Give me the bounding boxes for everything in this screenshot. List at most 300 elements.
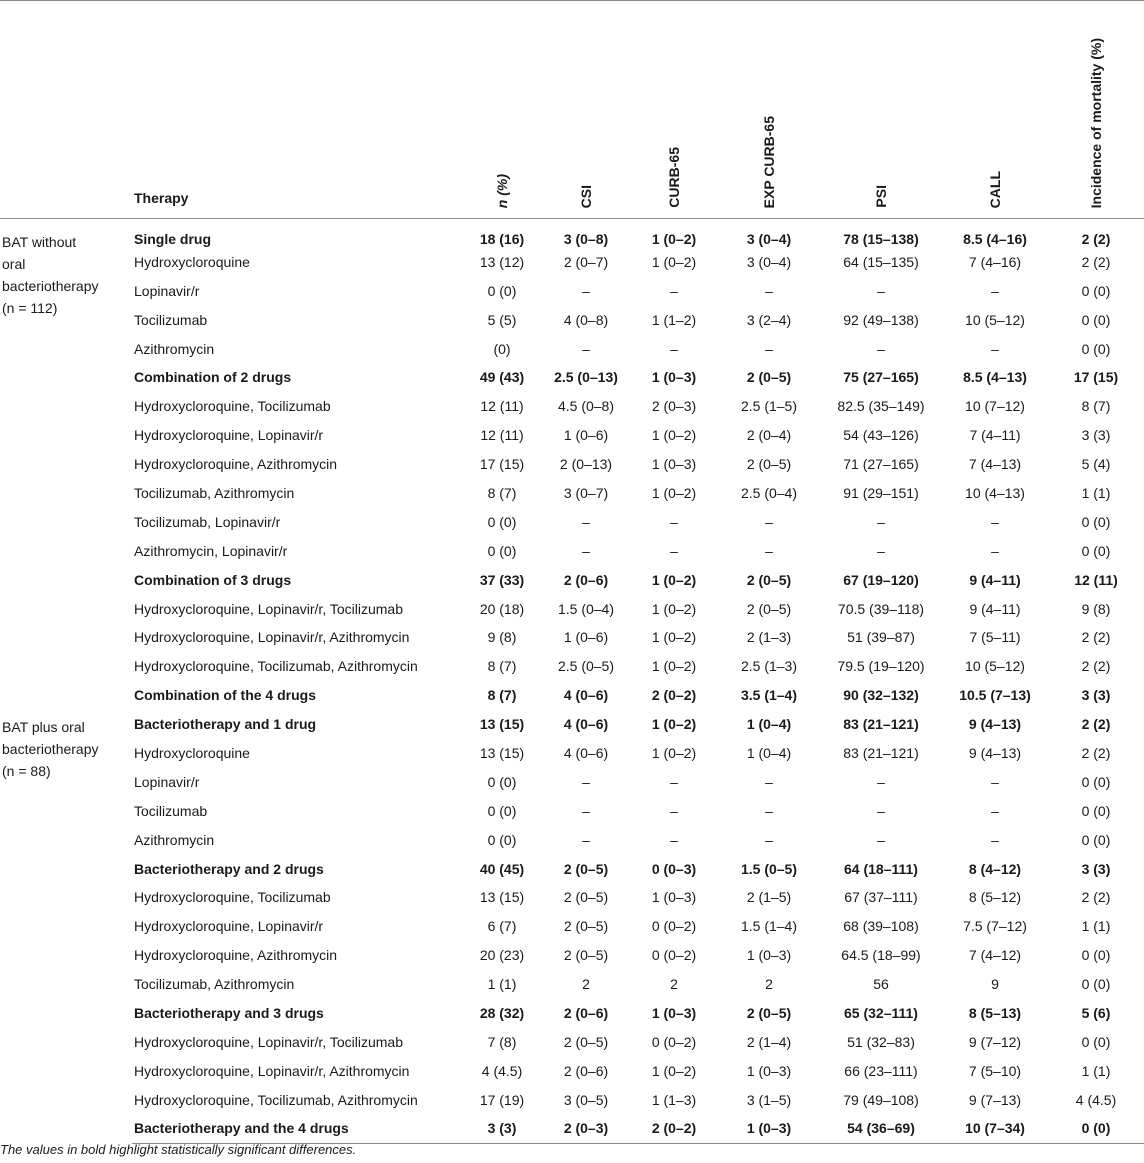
value-cell: – [582, 802, 590, 819]
value-cell: 8 (7) [1081, 398, 1111, 415]
value-cell: – [765, 831, 773, 848]
value-cell: 49 (43) [479, 369, 525, 386]
header-n [462, 1, 542, 219]
table-row [0, 392, 1144, 421]
therapy-cell: Combination of the 4 drugs [134, 687, 316, 704]
therapy-cell: Hydroxycloroquine, Tocilizumab [134, 889, 331, 906]
value-cell: 2 (0–5) [746, 1004, 792, 1021]
value-cell: 3 (3) [462, 1114, 542, 1143]
group-label-line: (n = 88) [2, 762, 51, 779]
value-cell: 0 (0–2) [651, 947, 697, 964]
value-cell: 2 (0–5) [746, 369, 792, 386]
table-body [0, 219, 1144, 1144]
value-cell: 2 [582, 976, 590, 993]
value-cell: 8 (7) [487, 484, 517, 501]
value-cell: 17 (15) [1073, 369, 1119, 386]
header-exp-curb65 [718, 1, 820, 219]
table-row [0, 1056, 1144, 1085]
value-cell: – [991, 831, 999, 848]
value-cell: – [877, 802, 885, 819]
value-cell: 2 (2) [1081, 658, 1111, 675]
therapy-cell: Hydroxycloroquine, Tocilizumab, Azithromycin [134, 658, 418, 675]
value-cell: 2 (0–5) [746, 600, 792, 617]
value-cell: 1 (0–3) [651, 369, 697, 386]
value-cell: 1 (0–3) [651, 889, 697, 906]
value-cell: 0 (0–2) [651, 918, 697, 935]
value-cell: – [877, 831, 885, 848]
value-cell: 3 (3) [1081, 860, 1111, 877]
value-cell: 4 (4.5) [1075, 1091, 1117, 1108]
value-cell: – [877, 340, 885, 357]
value-cell: 0 (0) [1081, 542, 1111, 559]
value-cell: 2 (0–6) [563, 571, 609, 588]
header-n-label: n (%) [494, 173, 510, 208]
group-label-line: bacteriotherapy [2, 740, 99, 757]
value-cell: – [991, 340, 999, 357]
table-row [0, 247, 1144, 276]
value-cell: 0 (0) [487, 513, 517, 530]
value-cell: 2 (0–5) [563, 1033, 609, 1050]
value-cell: 0 (0) [487, 831, 517, 848]
therapy-cell: Tocilizumab [134, 311, 208, 328]
header-curb65-label: CURB-65 [666, 147, 682, 208]
value-cell: 92 (49–138) [843, 311, 919, 328]
value-cell: 1 (1) [1081, 918, 1111, 935]
value-cell: 64 (15–135) [843, 253, 919, 270]
value-cell: 2 (1–3) [746, 629, 792, 646]
value-cell: 1 (1–3) [651, 1091, 697, 1108]
value-cell: 90 (32–132) [843, 687, 919, 704]
value-cell: 1 (0–6) [563, 629, 609, 646]
therapy-cell: Bacteriotherapy and 1 drug [134, 716, 317, 733]
value-cell: 2 (0–2) [630, 1114, 718, 1143]
value-cell: 0 (0) [1081, 311, 1111, 328]
value-cell: 2 [670, 976, 678, 993]
header-group [0, 1, 132, 219]
value-cell: 4 (0–6) [563, 744, 609, 761]
value-cell: 7 (4–16) [968, 253, 1022, 270]
table-row [0, 941, 1144, 970]
value-cell: 67 (19–120) [843, 571, 919, 588]
value-cell: – [991, 513, 999, 530]
value-cell: 1.5 (0–5) [740, 860, 798, 877]
therapy-cell: Tocilizumab [134, 802, 208, 819]
value-cell: 18 (16) [479, 231, 525, 248]
value-cell: 2 (0–5) [563, 889, 609, 906]
value-cell: 2.5 (0–5) [557, 658, 615, 675]
value-cell: 4 (0–6) [563, 716, 609, 733]
value-cell: 75 (27–165) [843, 369, 919, 386]
value-cell: – [765, 282, 773, 299]
therapy-cell: Lopinavir/r [134, 282, 200, 299]
value-cell: 12 (11) [480, 398, 524, 415]
value-cell: 2 (0–6) [563, 1004, 609, 1021]
value-cell: 20 (18) [479, 600, 525, 617]
value-cell: 83 (21–121) [843, 744, 919, 761]
value-cell: 12 (11) [1074, 571, 1118, 588]
value-cell: – [765, 802, 773, 819]
value-cell: 1 (0–2) [651, 571, 697, 588]
value-cell: 10 (7–12) [965, 398, 1025, 415]
value-cell: – [670, 282, 678, 299]
value-cell: 5 (5) [487, 311, 517, 328]
value-cell: 9 (4–11) [969, 571, 1021, 588]
value-cell: 40 (45) [479, 860, 525, 877]
value-cell: 1 (0–3) [651, 1004, 697, 1021]
value-cell: 1 (1) [1081, 484, 1111, 501]
value-cell: 4.5 (0–8) [557, 398, 615, 415]
value-cell: 8 (7) [487, 687, 517, 704]
value-cell: 3 (1–5) [746, 1091, 792, 1108]
value-cell: 1 (0–3) [651, 456, 697, 473]
value-cell: 56 [873, 976, 889, 993]
table-footnote: The values in bold highlight statistically significant differences. [0, 1142, 357, 1157]
value-cell: – [765, 773, 773, 790]
value-cell: 66 (23–111) [844, 1062, 918, 1079]
value-cell: – [582, 282, 590, 299]
value-cell: 1 (0–2) [651, 484, 697, 501]
table-row [0, 276, 1144, 305]
value-cell: – [877, 773, 885, 790]
group-label [0, 710, 132, 1143]
value-cell: – [582, 542, 590, 559]
header-csi [542, 1, 630, 219]
value-cell: 70.5 (39–118) [837, 600, 925, 617]
value-cell: 2 (0–3) [651, 398, 697, 415]
value-cell: 79.5 (19–120) [837, 658, 925, 675]
header-row [0, 1, 1144, 219]
therapy-cell: Combination of 2 drugs [134, 369, 292, 386]
value-cell: 2 (0–5) [563, 860, 609, 877]
therapy-cell: Hydroxycloroquine, Tocilizumab, Azithromycin [134, 1091, 418, 1108]
value-cell: 3 (0–8) [563, 231, 609, 248]
value-cell: 4 (0–6) [563, 687, 609, 704]
value-cell: 2 (0–2) [651, 687, 697, 704]
header-call [942, 1, 1048, 219]
value-cell: 1 (1–2) [651, 311, 697, 328]
value-cell: – [670, 340, 678, 357]
value-cell: – [582, 340, 590, 357]
value-cell: 7.5 (7–12) [963, 918, 1027, 935]
header-mortality-label: Incidence of mortality (%) [1088, 37, 1104, 208]
value-cell: 2 (0–7) [563, 253, 609, 270]
table-row [0, 305, 1144, 334]
table-row [0, 421, 1144, 450]
value-cell: 1.5 (0–4) [557, 600, 615, 617]
therapy-cell: Azithromycin [134, 831, 215, 848]
value-cell: 10 (5–12) [965, 658, 1025, 675]
value-cell: 2 (0–13) [559, 456, 613, 473]
therapy-cell: Hydroxycloroquine, Tocilizumab [134, 398, 331, 415]
value-cell: 79 (49–108) [843, 1091, 919, 1108]
table-row [0, 594, 1144, 623]
value-cell: 7 (5–10) [968, 1062, 1022, 1079]
group-label-line: bacteriotherapy [2, 278, 99, 294]
value-cell: 0 (0) [1081, 831, 1111, 848]
group-label-line: BAT plus oral [2, 718, 85, 735]
therapy-cell: Tocilizumab, Azithromycin [134, 976, 295, 993]
value-cell: 37 (33) [479, 571, 525, 588]
table-row [0, 739, 1144, 768]
value-cell: 91 (29–151) [843, 484, 919, 501]
table-row [0, 681, 1144, 710]
value-cell: – [670, 513, 678, 530]
value-cell: 0 (0) [1081, 1033, 1111, 1050]
value-cell: – [670, 831, 678, 848]
value-cell: 7 (5–11) [969, 629, 1021, 646]
value-cell: 7 (4–11) [969, 427, 1021, 444]
value-cell: 2 (2) [1081, 744, 1111, 761]
value-cell: 0 (0) [1081, 947, 1111, 964]
value-cell: 13 (15) [479, 716, 525, 733]
therapy-cell: Single drug [134, 231, 211, 248]
table-row [0, 767, 1144, 796]
value-cell: 12 (11) [480, 427, 524, 444]
table-row [0, 219, 1144, 248]
value-cell: 83 (21–121) [843, 716, 919, 733]
value-cell: 5 (4) [1081, 456, 1111, 473]
value-cell: 10 (7–34) [942, 1114, 1048, 1143]
value-cell: 1 (0–4) [746, 744, 792, 761]
therapy-cell: Lopinavir/r [134, 773, 200, 790]
value-cell: 1 (0–4) [746, 716, 792, 733]
value-cell: 8 (5–13) [968, 1004, 1022, 1021]
value-cell: 9 (8) [1081, 600, 1111, 617]
value-cell: – [877, 513, 885, 530]
value-cell: 1 (0–2) [651, 716, 697, 733]
value-cell: 9 (4–11) [969, 600, 1021, 617]
group-label-line: oral [2, 256, 26, 272]
value-cell: – [670, 802, 678, 819]
value-cell: 8 (5–12) [968, 889, 1022, 906]
therapy-cell: Bacteriotherapy and 2 drugs [134, 860, 324, 877]
value-cell: – [877, 542, 885, 559]
value-cell: – [670, 773, 678, 790]
value-cell: 4 (0–8) [563, 311, 609, 328]
value-cell: 2 (1–4) [746, 1033, 792, 1050]
value-cell: 9 (7–12) [968, 1033, 1022, 1050]
value-cell: 2.5 (1–5) [740, 398, 798, 415]
value-cell: 2 (0–5) [746, 571, 792, 588]
value-cell: 9 (4–13) [968, 744, 1022, 761]
value-cell: 13 (12) [479, 253, 525, 270]
value-cell: 2.5 (0–4) [740, 484, 798, 501]
therapy-cell: Hydroxycloroquine, Azithromycin [134, 947, 338, 964]
value-cell: 0 (0) [487, 542, 517, 559]
value-cell: 2 (0–5) [563, 947, 609, 964]
table-row [0, 825, 1144, 854]
value-cell: 51 (39–87) [847, 629, 915, 646]
header-curb65 [630, 1, 718, 219]
therapy-cell: Bacteriotherapy and 3 drugs [134, 1004, 324, 1021]
value-cell: 6 (7) [487, 918, 517, 935]
table-row [0, 1114, 1144, 1143]
value-cell: 0 (0) [487, 802, 517, 819]
value-cell: 54 (43–126) [843, 427, 919, 444]
header-mortality [1048, 1, 1144, 219]
value-cell: 28 (32) [479, 1004, 525, 1021]
value-cell: 51 (32–83) [847, 1033, 915, 1050]
therapy-cell: Hydroxycloroquine, Lopinavir/r [134, 918, 324, 935]
table-row [0, 710, 1144, 739]
value-cell: 2 [765, 976, 773, 993]
value-cell: 0 (0) [1081, 976, 1111, 993]
value-cell: 2 (2) [1081, 629, 1111, 646]
value-cell: 8 (7) [487, 658, 517, 675]
value-cell: – [582, 773, 590, 790]
value-cell: 2 (0–6) [563, 1062, 609, 1079]
value-cell: 4 (4.5) [481, 1062, 523, 1079]
value-cell: 3 (0–4) [746, 253, 792, 270]
value-cell: 2 (1–5) [746, 889, 792, 906]
value-cell: 64.5 (18–99) [841, 947, 921, 964]
value-cell: 2 (0–5) [746, 456, 792, 473]
therapy-cell: Hydroxycloroquine, Lopinavir/r, Tocilizumab [134, 600, 403, 617]
value-cell: 1 (0–2) [651, 427, 697, 444]
header-therapy: Therapy [132, 1, 462, 219]
value-cell: – [991, 542, 999, 559]
value-cell: 71 (27–165) [843, 456, 919, 473]
value-cell: 1 (0–2) [651, 658, 697, 675]
therapy-cell: Combination of 3 drugs [134, 571, 292, 588]
therapy-cell: Hydroxycloroquine, Azithromycin [134, 456, 338, 473]
value-cell: 3 (0–7) [563, 484, 609, 501]
value-cell: 0 (0) [1081, 802, 1111, 819]
value-cell: 78 (15–138) [843, 231, 919, 248]
value-cell: 1 (0–2) [651, 600, 697, 617]
value-cell: 7 (4–12) [968, 947, 1022, 964]
value-cell: (0) [493, 340, 511, 357]
value-cell: – [991, 802, 999, 819]
value-cell: 1 (0–3) [746, 1062, 792, 1079]
value-cell: 3 (3) [1081, 427, 1111, 444]
value-cell: 0 (0) [1081, 773, 1111, 790]
value-cell: 10 (4–13) [965, 484, 1025, 501]
therapy-cell: Hydroxycloroquine, Lopinavir/r, Azithromycin [134, 629, 410, 646]
value-cell: 9 (7–13) [968, 1091, 1022, 1108]
value-cell: 13 (15) [479, 744, 525, 761]
value-cell: – [991, 282, 999, 299]
table-row [0, 334, 1144, 363]
table-row [0, 652, 1144, 681]
value-cell: – [877, 282, 885, 299]
value-cell: – [670, 542, 678, 559]
table-row [0, 912, 1144, 941]
value-cell: 0 (0–2) [651, 1033, 697, 1050]
value-cell: 65 (32–111) [844, 1004, 918, 1021]
value-cell: 0 (0) [487, 282, 517, 299]
table-row [0, 1027, 1144, 1056]
table-row [0, 854, 1144, 883]
value-cell: 1 (0–2) [651, 231, 697, 248]
header-psi-label: PSI [873, 185, 889, 208]
value-cell: 3 (0–5) [563, 1091, 609, 1108]
value-cell: 0 (0–3) [651, 860, 697, 877]
table-row [0, 507, 1144, 536]
value-cell: 17 (19) [479, 1091, 525, 1108]
group-label [0, 219, 132, 710]
table-row [0, 999, 1144, 1028]
header-exp-curb65-label: EXP CURB-65 [761, 115, 777, 208]
value-cell: 2 (2) [1081, 231, 1111, 248]
value-cell: 2 (2) [1081, 253, 1111, 270]
value-cell: 0 (0) [1048, 1114, 1144, 1143]
value-cell: 3 (3) [1081, 687, 1111, 704]
table-row [0, 565, 1144, 594]
value-cell: 10.5 (7–13) [959, 687, 1031, 704]
value-cell: 0 (0) [1081, 513, 1111, 530]
value-cell: 54 (36–69) [820, 1114, 942, 1143]
value-cell: 2 (2) [1081, 889, 1111, 906]
value-cell: – [765, 340, 773, 357]
table-row [0, 1085, 1144, 1114]
table-row [0, 970, 1144, 999]
value-cell: 1 (1) [487, 976, 517, 993]
value-cell: – [765, 542, 773, 559]
value-cell: 82.5 (35–149) [837, 398, 925, 415]
table-row [0, 450, 1144, 479]
value-cell: 68 (39–108) [843, 918, 919, 935]
therapy-cell: Azithromycin, Lopinavir/r [134, 542, 288, 559]
table-row [0, 363, 1144, 392]
value-cell: 1 (0–3) [746, 947, 792, 964]
therapy-cell: Hydroxycloroquine, Lopinavir/r [134, 427, 324, 444]
header-psi [820, 1, 942, 219]
therapy-cell: Tocilizumab, Lopinavir/r [134, 513, 281, 530]
value-cell: 1 (0–2) [651, 253, 697, 270]
value-cell: 8 (4–12) [968, 860, 1022, 877]
therapy-cell: Hydroxycloroquine, Lopinavir/r, Azithromycin [134, 1062, 410, 1079]
therapy-cell: Azithromycin [134, 340, 215, 357]
therapy-cell: Tocilizumab, Azithromycin [134, 484, 295, 501]
value-cell: 1.5 (1–4) [740, 918, 798, 935]
group-label-line: BAT without [2, 234, 77, 250]
value-cell: 0 (0) [1081, 282, 1111, 299]
value-cell: 3 (0–4) [746, 231, 792, 248]
table-row [0, 623, 1144, 652]
value-cell: – [582, 831, 590, 848]
value-cell: 1 (0–2) [651, 629, 697, 646]
value-cell: 8.5 (4–13) [963, 369, 1027, 386]
value-cell: 7 (4–13) [968, 456, 1022, 473]
value-cell: 13 (15) [479, 889, 525, 906]
value-cell: – [582, 513, 590, 530]
value-cell: 0 (0) [487, 773, 517, 790]
table-row [0, 479, 1144, 508]
value-cell: 7 (8) [487, 1033, 517, 1050]
value-cell: 3 (2–4) [746, 311, 792, 328]
value-cell: 5 (6) [1081, 1004, 1111, 1021]
table-row [0, 536, 1144, 565]
value-cell: 0 (0) [1081, 340, 1111, 357]
value-cell: 2 (0–3) [542, 1114, 630, 1143]
value-cell: 67 (37–111) [844, 889, 918, 906]
header-csi-label: CSI [578, 184, 594, 208]
value-cell: 1 (0–2) [651, 744, 697, 761]
group-label-line: (n = 112) [2, 300, 58, 316]
table-row [0, 796, 1144, 825]
value-cell: – [765, 513, 773, 530]
value-cell: 1 (0–2) [651, 1062, 697, 1079]
value-cell: 1 (1) [1081, 1062, 1111, 1079]
value-cell: 8.5 (4–16) [963, 231, 1027, 248]
value-cell: 10 (5–12) [965, 311, 1025, 328]
value-cell: 2.5 (1–3) [740, 658, 798, 675]
value-cell: 9 (8) [487, 629, 517, 646]
header-call-label: CALL [987, 170, 1003, 208]
therapy-cell: Hydroxycloroquine, Lopinavir/r, Tocilizumab [134, 1033, 403, 1050]
value-cell: 2 (2) [1081, 716, 1111, 733]
